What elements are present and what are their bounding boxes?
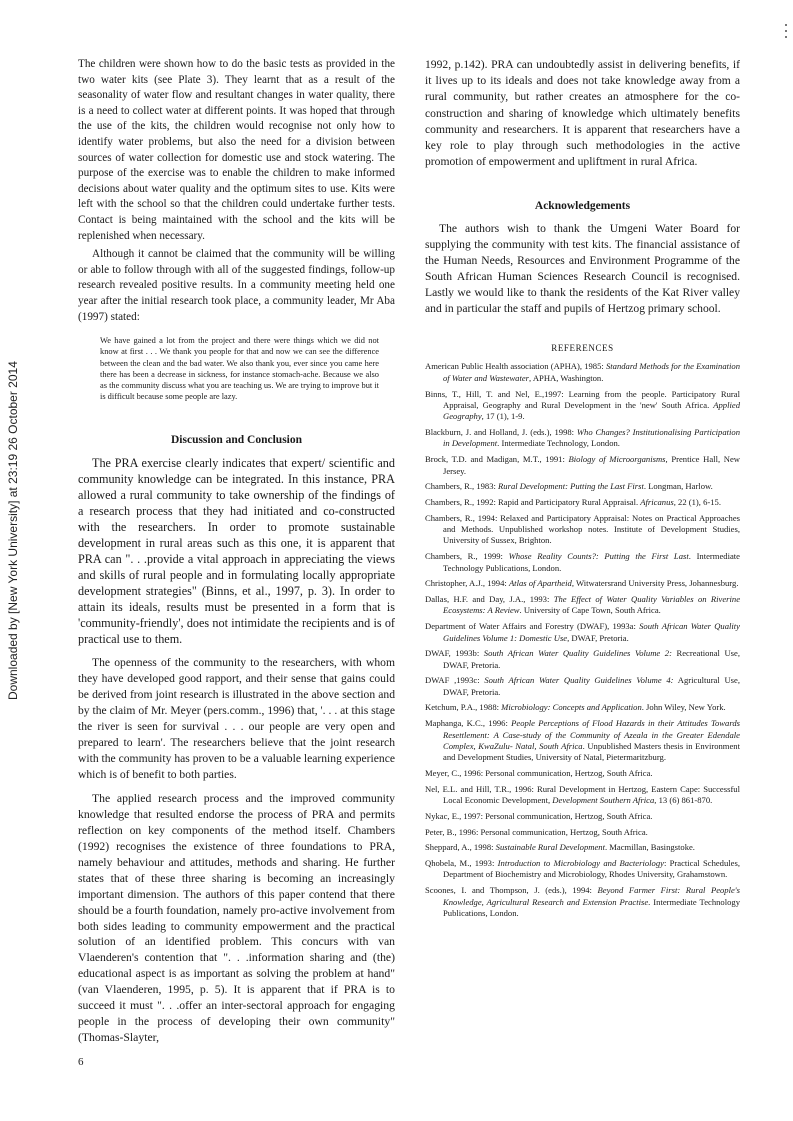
left-column [78,57,395,1046]
reference-list [425,361,740,919]
section-heading-discussion: Discussion and Conclusion [170,434,303,447]
reference-item: Chambers, R., 1992: Rapid and Participatory Rural Appraisal. Africanus, 22 (1), 6-15. [425,496,721,507]
paragraph-acknowledgements: The authors wish to thank the Umgeni Water Board for supplying the community with test kits. The financial assistance of the Human Needs, Resources and Environment Programme of the South African Human Sciences Research Council is recognised. Lastly we would like to thank the residents of the Kat River valley and in particular the staff and pupils of Hertzog primary school. [425,222,740,316]
block-quote: We have gained a lot from the project and there were things which we did not know at first . . . We thank you people for that and now we can see the difference between the clean and the bad water. We also thank you, ever since you came here there has been a decrease in sickness, for instance stomach-ache. Because we also as the community discuss what you are teaching us. We are trying to improve but it is difficult because some people are lazy. [100,336,379,402]
paragraph-pra-exercise: The PRA exercise clearly indicates that expert/ scientific and community knowledge can be integrated. In this instance, PRA allowed a rural community to take ownership of the findings of a research process that they had initiated and co-constructed with the researchers. In order to promote sustainable development in rural areas such as this one, it is apparent that PRA can ". . .provide a vital approach in appreciating the views and skills of rural people and in formulating locally appropriate development strategies" (Binns, et al., 1997, p. 3). In order to attain its ideals, results must be presented in a form that is 'community-friendly', does not intimidate the recipients and is of practical use to them. [78,456,395,647]
download-notice: Downloaded by [New York University] at 23:19 26 October 2014 [6,361,20,700]
reference-item: Chambers, R., 1999: Whose Reality Counts?: Putting the First Last. Intermediate Technology Publications, London. [425,551,740,573]
reference-item: Blackburn, J. and Holland, J. (eds.), 1998: Who Changes? Institutionalising Participation in Development. Intermediate Technology, London. [425,427,741,449]
reference-item: Scoones, I. and Thompson, J. (eds.), 1994: Beyond Farmer First: Rural People's Knowledge, Agricultural Research and Extension Practise. Intermediate Technology Publications, London. [425,885,740,918]
reference-item: DWAF, 1993b: South African Water Quality Guidelines Volume 2: Recreational Use, DWAF, Pretoria. [425,648,740,670]
section-heading-acknowledgements: Acknowledgements [534,200,631,213]
reference-item: Ketchum, P.A., 1988: Microbiology: Concepts and Application. John Wiley, New York. [425,702,726,713]
reference-item: American Public Health association (APHA), 1985: Standard Methods for the Examination of Water and Wastewater, APHA, Washington. [425,361,741,383]
reference-item: Nel, E.L. and Hill, T.R., 1996: Rural Development in Hertzog, Eastern Cape: Successful Local Economic Development, Development Southern Africa, 13 (6) 861-870. [425,783,740,806]
reference-item: Christopher, A.J., 1994: Atlas of Apartheid, Witwatersrand University Press, Johannesburg. [425,578,739,589]
reference-item: Binns, T., Hill, T. and Nel, E.,1997: Learning from the people. Participatory Rural Appraisal, Geography and Rural Development in the 'new' South Africa. Applied Geography, 17 (1), 1-9. [425,388,740,422]
download-watermark [6,361,20,700]
paragraph-follow-up: Although it cannot be claimed that the community will be willing or able to follow through with all of the suggested findings, follow-up research revealed positive results. In a community meeting held one year after the initial research took place, a community leader, Mr Aba (1997) stated: [78,248,395,323]
reference-item: Brock, T.D. and Madigan, M.T., 1991: Biology of Microorganisms, Prentice Hall, New Jersey. [425,454,741,476]
reference-item: Chambers, R., 1983: Rural Development: Putting the Last First. Longman, Harlow. [425,481,713,492]
reference-item: Maphanga, K.C., 1996: People Perceptions of Flood Hazards in their Attitudes Towards Resettlement: A Case-study of the Community of Azeala in the Greater Edendale Complex, KwaZulu- Natal, South Africa. Unpublished Masters thesis in Environment and Development Studies, University of Natal, Pietermaritzburg. [425,718,741,763]
reference-item: Chambers, R., 1994: Relaxed and Participatory Appraisal: Notes on Practical Approaches and Methods. Unpublished workshop notes. Institute of Development Studies, University of Sussex, Brighton. [425,512,740,546]
right-column [425,57,740,924]
reference-item: Peter, B., 1996: Personal communication, Hertzog, South Africa. [425,826,648,837]
paragraph-openness: The openness of the community to the researchers, with whom they have developed good rapport, and their sense that gains could be derived from joint research is illustrated in the above section and by the claim of Mr. Meyer (pers.comm., 1996) that, '. . . at this stage the river is seen for survival . . . our people are very open and prepared to learn'. The researchers believe that the joint research with the community has proven to be a valuable learning experience which is of benefit to both parties. [78,656,395,782]
reference-item: Department of Water Affairs and Forestry (DWAF), 1993a: South African Water Quality Guidelines Volume 1: Domestic Use, DWAF, Pretoria. [425,621,740,643]
paragraph-applied-research: The applied research process and the improved community knowledge that resulted endorse the process of PRA and permits reflection on key components of the method itself. Chambers (1992) recognises the existence of three foundations to PRA, namely behaviour and attitudes, methods and sharing. He further states that of these three sharing is becoming an increasingly important dimension. The authors of this paper contend that there should be a fourth foundation, namely pro-active involvement from both sides leading to community empowerment and the practical solution of an identified problem. This concurs with van Vlaenderen's contention that ". . .information sharing and (the) educational aspect is as important as solving the problem at hand" (van Vlaenderen, 1995, p. 5). It is apparent that if PRA is to succeed it must ". . .offer an inter-sectoral approach for engaging people in the process of developing their own community" (Thomas-Slayter, [78,792,395,1044]
reference-item: DWAF ,1993c: South African Water Quality Guidelines Volume 4: Agricultural Use, DWAF, Pretoria. [425,675,740,697]
corner-mark [783,24,789,48]
reference-item: Sheppard, A., 1998: Sustainable Rural Development. Macmillan, Basingstoke. [425,842,695,853]
reference-item: Qhobela, M., 1993: Introduction to Microbiology and Bacteriology: Practical Schedules, Department of Biochemistry and Microbiology, Rhodes University, Grahamstown. [425,857,740,880]
page-number: 6 [78,1056,84,1068]
reference-item: Meyer, C., 1996: Personal communication, Hertzog, South Africa. [425,768,653,779]
paragraph-water-kits: The children were shown how to do the basic tests as provided in the two water kits (see Plate 3). They learnt that as a result of the seasonality of water flow and resultant changes in water quality, there is a need to collect water at different points. It was hoped that through the use of the kits, the children would recognise not only how to identify water problems, but also the need for a division between sources of water collection for domestic use and stock watering. The purpose of the exercise was to enable the children to make informed decisions about water quality and the optimum sites to use. Kits were left with the school so that the children could undertake further tests. Contact is being maintained with the school and the kits will be replenished when necessary. [78,58,395,242]
reference-item: Dallas, H.F. and Day, J.A., 1993: The Effect of Water Quality Variables on Riverine Ecosystems: A Review. University of Cape Town, South Africa. [425,594,741,616]
reference-item: Nykac, E., 1997: Personal communication, Hertzog, South Africa. [425,810,653,821]
paragraph-pra-benefits: 1992, p.142). PRA can undoubtedly assist in delivering benefits, if it lives up to its ideals and does not take knowledge away from a rural community, but rather creates an atmosphere for the co-construction and sharing of knowledge which ultimately benefits community and researchers. It is apparent that researchers have a key role to play through such methodologies in the active promotion of empowerment and upliftment in rural Africa. [425,58,740,169]
references-heading: REFERENCES [551,343,614,354]
